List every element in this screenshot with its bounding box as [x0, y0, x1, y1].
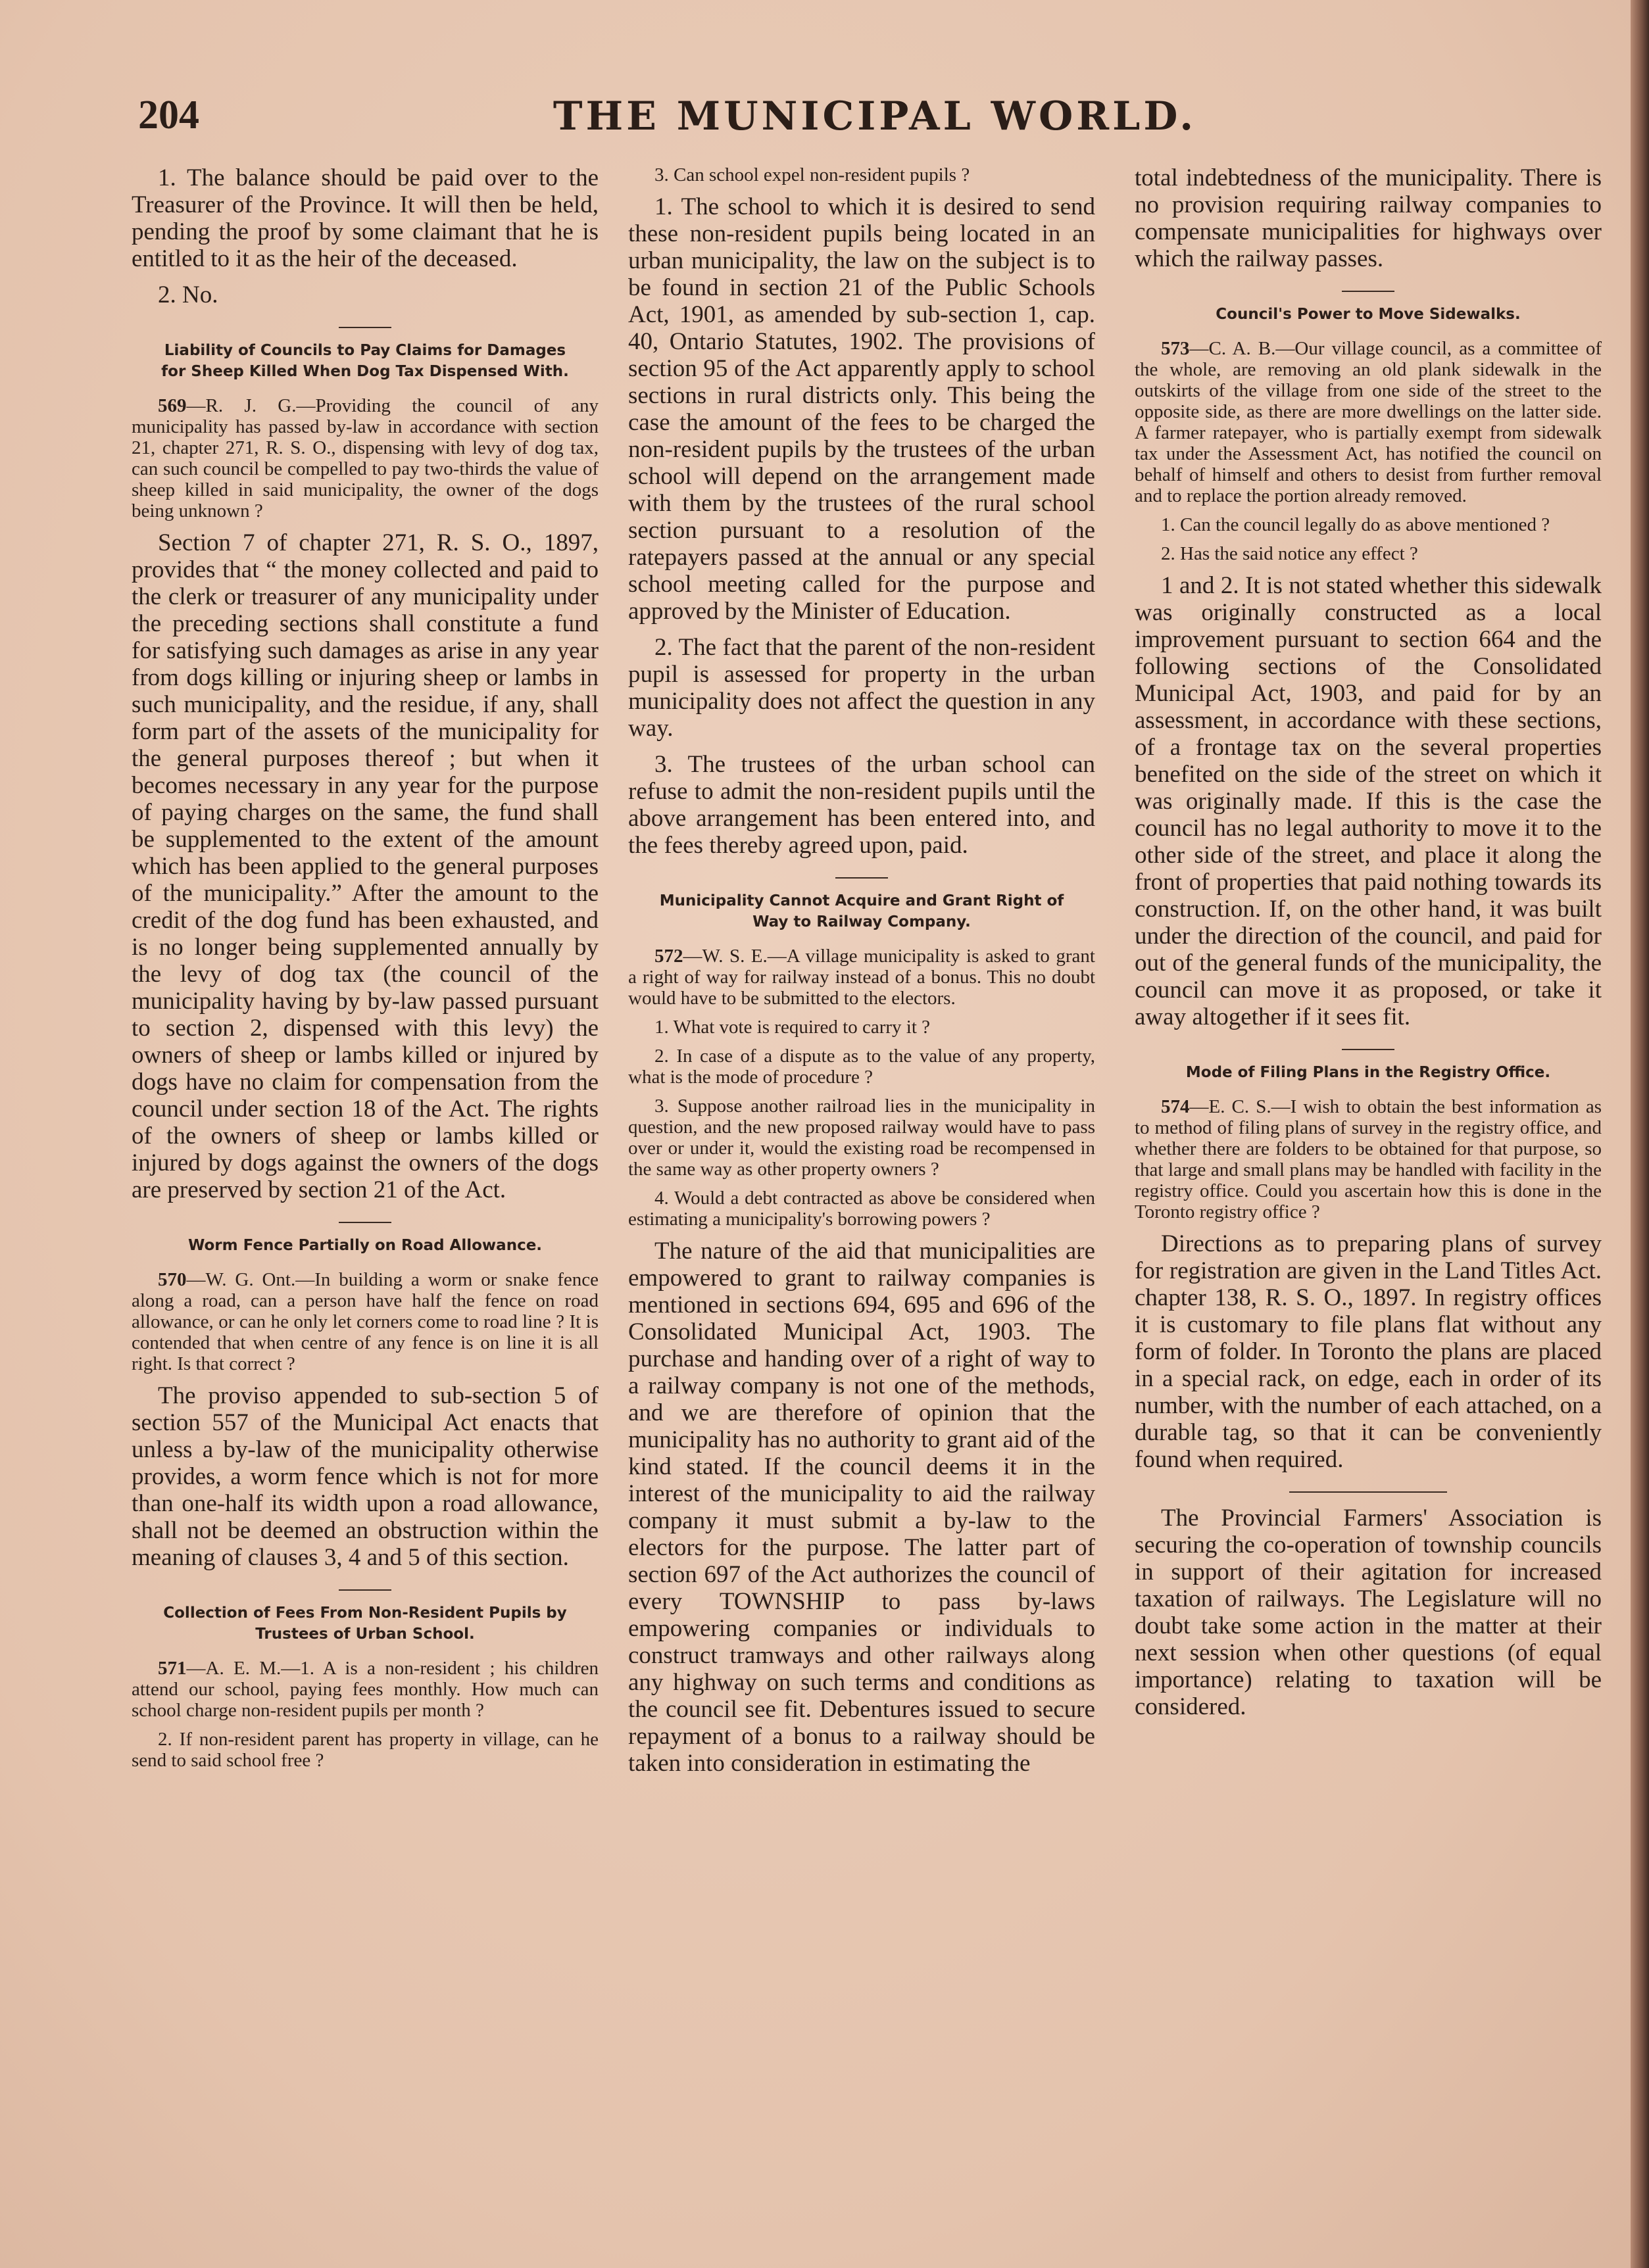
answer-572-continued: total indebtedness of the municipality. There is no provision requiring railway companies to compensate municipalities for highways over which the railway passes. — [1135, 164, 1602, 272]
query-number: 572 — [654, 946, 683, 967]
answer-571-1: 1. The school to which it is desired to send these non-resident pupils being located in an urban municipality, the law on the subject is to be found in section 21 of the Public Schools Act, 1901, as amended by sub-section 1, cap. 40, Ontario Statutes, 1902. The provisions of section 95 of the Act apparently apply to school sections in rural districts only. This being the case the amount of the fees to be charged the non-resident pupils by the trustees of the urban school will depend on the arrangement made with them by the trustees of the rural school section pursuant to a resolution of the ratepayers passed at the annual or any special school meeting called for the purpose and approved by the Minister of Education. — [628, 193, 1095, 625]
question-text: —E. C. S.—I wish to obtain the best information as to method of filing plans of survey in the registry office, and whether there are folders to be obtained for that purpose, so that large and small plans may be handled with facility in the registry office. Could you ascertain how this is done in the Toronto registry office ? — [1135, 1096, 1602, 1222]
section-heading: Council's Power to Move Sidewalks. — [1216, 306, 1521, 323]
question-569 — [132, 395, 599, 521]
section-heading: Mode of Filing Plans in the Registry Office. — [1185, 1064, 1551, 1081]
question-571 — [132, 1658, 599, 1721]
question-573-part: 2. Has the said notice any effect ? — [1161, 543, 1418, 564]
query-number: 569 — [158, 395, 187, 416]
question-572-part: 2. In case of a dispute as to the value of any property, what is the mode of procedure ? — [628, 1046, 1095, 1088]
answer-571-3: 3. The trustees of the urban school can refuse to admit the non-resident pupils until the above arrangement has been entered into, and the fees thereby agreed upon, paid. — [628, 751, 1095, 859]
answer-572: The nature of the aid that municipalities are empowered to grant to railway companies is mentioned in sections 694, 695 and 696 of the Consolidated Municipal Act, 1903. The purchase and handing over of a right of way to a railway company is not one of the methods, and we are therefore of opinion that the municipality has no authority to grant aid of the kind stated. If the council deems it in the interest of the municipality to aid the railway company it must submit a by-law to the electors for the purpose. The latter part of section 697 of the Act authorizes the council of every TOWNSHIP to pass by-laws empowering companies or individuals to construct tramways and other railways along any highway on such terms and conditions as the council see fit. Debentures issued to secure repayment of a bonus to a railway should be taken into consideration in estimating the — [628, 1238, 1095, 1777]
question-text: —A. E. M.—1. A is a non-resident ; his children attend our school, paying fees monthly. How much can school charge non-resident pupils per month ? — [132, 1658, 599, 1721]
divider — [339, 1222, 391, 1223]
column-3 — [1135, 164, 1602, 1729]
question-text: —W. S. E.—A village municipality is asked to grant a right of way for railway instead of a bonus. This no doubt would have to be submitted to the electors. — [628, 946, 1095, 1009]
answer-570: The proviso appended to sub-section 5 of section 557 of the Municipal Act enacts that unless a by-law of the municipality otherwise provides, a worm fence which is not for more than one-half its width upon a road allowance, shall not be deemed an obstruction within the meaning of clauses 3, 4 and 5 of this section. — [132, 1382, 599, 1571]
divider — [1342, 1049, 1394, 1050]
section-heading: Collection of Fees From Non-Resident Pupils by Trustees of Urban School. — [163, 1604, 567, 1643]
section-heading: Worm Fence Partially on Road Allowance. — [187, 1237, 543, 1254]
page-edge — [1631, 0, 1649, 2268]
page-number: 204 — [138, 93, 199, 137]
question-573 — [1135, 338, 1602, 506]
question-571-part: 3. Can school expel non-resident pupils ? — [654, 164, 970, 185]
column-2 — [628, 164, 1095, 1786]
question-572-part: 3. Suppose another railroad lies in the municipality in question, and the new proposed railway would have to pass over or under it, would the existing road be recompensed in the same way as other property owners ? — [628, 1096, 1095, 1180]
question-572-part: 4. Would a debt contracted as above be considered when estimating a municipality's borrowing powers ? — [628, 1188, 1095, 1230]
section-heading: Liability of Councils to Pay Claims for Damages for Sheep Killed When Dog Tax Dispensed With. — [161, 342, 569, 380]
answer-paragraph: 2. No. — [158, 281, 218, 308]
divider — [835, 877, 888, 879]
section-heading: Municipality Cannot Acquire and Grant Right of Way to Railway Company. — [659, 892, 1064, 930]
query-number: 570 — [158, 1269, 187, 1290]
column-1 — [132, 164, 599, 1779]
question-572 — [628, 946, 1095, 1009]
answer-paragraph: 1. The balance should be paid over to the Treasurer of the Province. It will then be held, pending the proof by some claimant that he is entitled to it as the heir of the deceased. — [132, 164, 599, 272]
divider — [1289, 1491, 1447, 1493]
answer-573: 1 and 2. It is not stated whether this sidewalk was originally constructed as a local improvement pursuant to section 664 and the following sections of the Consolidated Municipal Act, 1903, and paid for by an assessment, in accordance with these sections, of a frontage tax on the several properties benefited on the side of the street on which it was originally made. If this is the case the council has no legal authority to move it to the other side of the street, and place it along the front of properties that paid nothing towards its construction. If, on the other hand, it was built under the direction of the council, and paid for out of the general funds of the municipality, the council can move it as proposed, or take it away altogether if it sees fit. — [1135, 572, 1602, 1030]
question-text: —R. J. G.—Providing the council of any municipality has passed by-law in accordance with section 21, chapter 271, R. S. O., dispensing with levy of dog tax, can such council be compelled to pay two-thirds the value of sheep killed in said municipality, the owner of the dogs being unknown ? — [132, 395, 599, 521]
query-number: 571 — [158, 1658, 187, 1679]
question-text: —C. A. B.—Our village council, as a committee of the whole, are removing an old plank sidewalk in the outskirts of the village from one side of the street to the opposite side, as there are more dwellings on the latter side. A farmer ratepayer, who is partially exempt from sidewalk tax under the Assessment Act, has notified the council on behalf of himself and others to desist from further removal and to replace the portion already removed. — [1135, 338, 1602, 506]
question-572-part: 1. What vote is required to carry it ? — [654, 1017, 931, 1038]
page-header — [138, 85, 1612, 158]
question-text: —W. G. Ont.—In building a worm or snake fence along a road, can a person have half the fence on road allowance, or can he only let corners come to road line ? It is contended that when centre of any fence is on line it is all right. Is that correct ? — [132, 1269, 599, 1374]
question-571-part: 2. If non-resident parent has property in village, can he send to said school free ? — [132, 1729, 599, 1771]
query-number: 573 — [1161, 338, 1190, 359]
news-note: The Provincial Farmers' Association is securing the co-operation of township councils in support of their agitation for increased taxation of railways. The Legislature will no doubt take some action in the matter at their next session when other questions (of equal importance) relating to taxation will be considered. — [1135, 1505, 1602, 1720]
query-number: 574 — [1161, 1096, 1190, 1117]
divider — [1342, 291, 1394, 292]
question-573-part: 1. Can the council legally do as above mentioned ? — [1161, 514, 1550, 535]
question-570 — [132, 1269, 599, 1374]
journal-title: THE MUNICIPAL WORLD. — [553, 93, 1197, 139]
divider — [339, 327, 391, 328]
question-574 — [1135, 1096, 1602, 1222]
answer-574: Directions as to preparing plans of survey for registration are given in the Land Titles Act. chapter 138, R. S. O., 1897. In registry offices it is customary to file plans flat without any form of folder. In Toronto the plans are placed in a special rack, on edge, each in order of its number, with the number of each attached, on a durable tag, so that it can be conveniently found when required. — [1135, 1230, 1602, 1473]
answer-569: Section 7 of chapter 271, R. S. O., 1897, provides that “ the money collected and paid to the clerk or treasurer of any municipality under the preceding sections shall constitute a fund for satisfying such damages as arise in any year from dogs killing or injuring sheep or lambs in such municipality, and the residue, if any, shall form part of the assets of the municipality for the general purposes thereof ; but when it becomes necessary in any year for the purpose of paying charges on the same, the fund shall be supplemented to the extent of the amount which has been applied to the general purposes of the municipality.” After the amount to the credit of the dog fund has been exhausted, and is no longer being supplemented annually by the levy of dog tax (the council of the municipality having by by-law passed pursuant to section 2, dispensed with this levy) the owners of sheep or lambs killed or injured by dogs have no claim for compensation from the council under section 18 of the Act. The rights of the owners of sheep or lambs killed or injured by dogs against the owners of the dogs are preserved by section 21 of the Act. — [132, 529, 599, 1203]
divider — [339, 1589, 391, 1591]
answer-571-2: 2. The fact that the parent of the non-resident pupil is assessed for property in the urban municipality does not affect the question in any way. — [628, 634, 1095, 742]
